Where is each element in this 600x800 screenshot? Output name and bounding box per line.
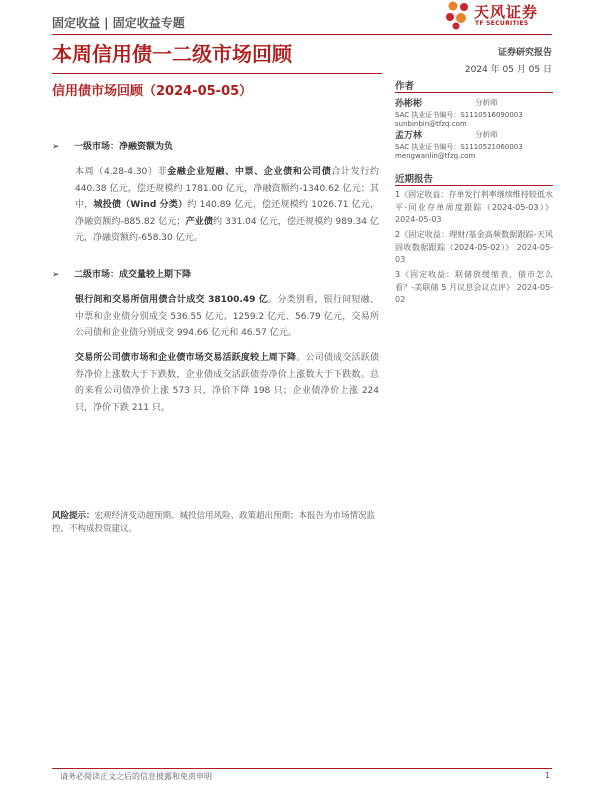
- recent-report-item[interactable]: 1《固定收益：存单发行利率继续维持较低水平-同业存单周度跟踪（2024-05-03）》 2024-05-03: [395, 190, 553, 225]
- author-role: 分析师: [475, 130, 498, 139]
- report-subtitle: 信用债市场回顾（2024-05-05）: [52, 84, 253, 99]
- recent-reports-heading: 近期报告: [395, 174, 434, 185]
- author-email[interactable]: sunbinbin@tfzq.com: [395, 120, 467, 128]
- company-logo: [444, 0, 554, 32]
- author-sac-number: SAC 执业证书编号：S1110516090003: [395, 111, 523, 119]
- footer-disclaimer: 请务必阅读正文之后的信息披露和免责申明: [60, 772, 212, 781]
- section-heading-secondary-market: ➢ 二级市场：成交量较上期下降: [52, 270, 192, 280]
- page-number: 1: [544, 771, 550, 780]
- authors-divider: [395, 92, 553, 93]
- header-divider: [52, 34, 552, 35]
- report-title: 本周信用债一二级市场回顾: [52, 42, 292, 66]
- recent-reports-divider: [395, 185, 553, 186]
- footer-divider: [52, 768, 552, 769]
- report-category: 固定收益 | 固定收益专题: [52, 16, 185, 30]
- arrow-bullet-icon: ➢: [52, 270, 60, 280]
- recent-report-item[interactable]: 2《固定收益：理财/基金高频数据跟踪-天风固收数据跟踪（2024-05-02）》 2024-05-03: [395, 230, 553, 265]
- recent-report-item[interactable]: 3《固定收益：联储放缓缩表，债市怎么看？-美联储 5 月议息会议点评》 2024-05-02: [395, 270, 554, 305]
- secondary-market-paragraph-1: 银行间和交易所信用债合计成交 38100.49 亿。分类别看，银行间短融、中票和企业债分别成交 536.55 亿元、1259.2 亿元、56.79 亿元，交易所公司债和企业债分别成交 994.66 亿元和 46.57 亿元。: [75, 295, 379, 338]
- author-email[interactable]: mengwanlin@tfzq.com: [395, 152, 476, 160]
- author-card: [395, 128, 553, 160]
- report-date: 2024 年 05 月 05 日: [464, 65, 552, 75]
- author-name: 孙彬彬: [395, 99, 423, 109]
- arrow-bullet-icon: ➢: [52, 142, 60, 152]
- logo-text-en: TF SECURITIES: [475, 20, 529, 27]
- authors-heading: 作者: [395, 81, 415, 92]
- flower-logo-icon: [444, 0, 472, 30]
- author-name: 孟万林: [395, 131, 423, 141]
- risk-warning: 风险提示：宏观经济变动超预期、城投信用风险、政策超出预期；本报告为市场情况监控，不构成投资建议。: [52, 511, 376, 534]
- logo-text-cn: 天风证券: [474, 3, 539, 21]
- secondary-market-paragraph-2: 交易所公司债市场和企业债市场交易活跃度较上周下降。公司债成交活跃债券净价上涨数大于下跌数，企业债成交活跃债券净价上涨数大于下跌数。总的来看公司债净价上涨 573 只，净价下降 198 只；企业债净价上涨 224 只，净价下跌 211 只。: [75, 353, 379, 413]
- section-heading-primary-market: ➢ 一级市场：净融资额为负: [52, 142, 174, 152]
- author-role: 分析师: [475, 98, 498, 107]
- author-sac-number: SAC 执业证书编号：S1110521060003: [395, 143, 523, 151]
- report-type: 证券研究报告: [497, 48, 552, 58]
- primary-market-paragraph: 本周（4.28-4.30）非金融企业短融、中票、企业债和公司债合计发行约 440.38 亿元，偿还规模约 1781.00 亿元，净融资额约-1340.62 亿元；其中，城投债（Wind 分类）约 140.89 亿元，偿还规模约 1026.71 亿元，净融资额约-885.82 亿元；产业债约 331.04 亿元，偿还规模约 989.34 亿元，净融资额约-658.30 亿元。: [75, 167, 379, 243]
- subtitle-divider: [52, 73, 382, 74]
- author-card: [395, 96, 553, 128]
